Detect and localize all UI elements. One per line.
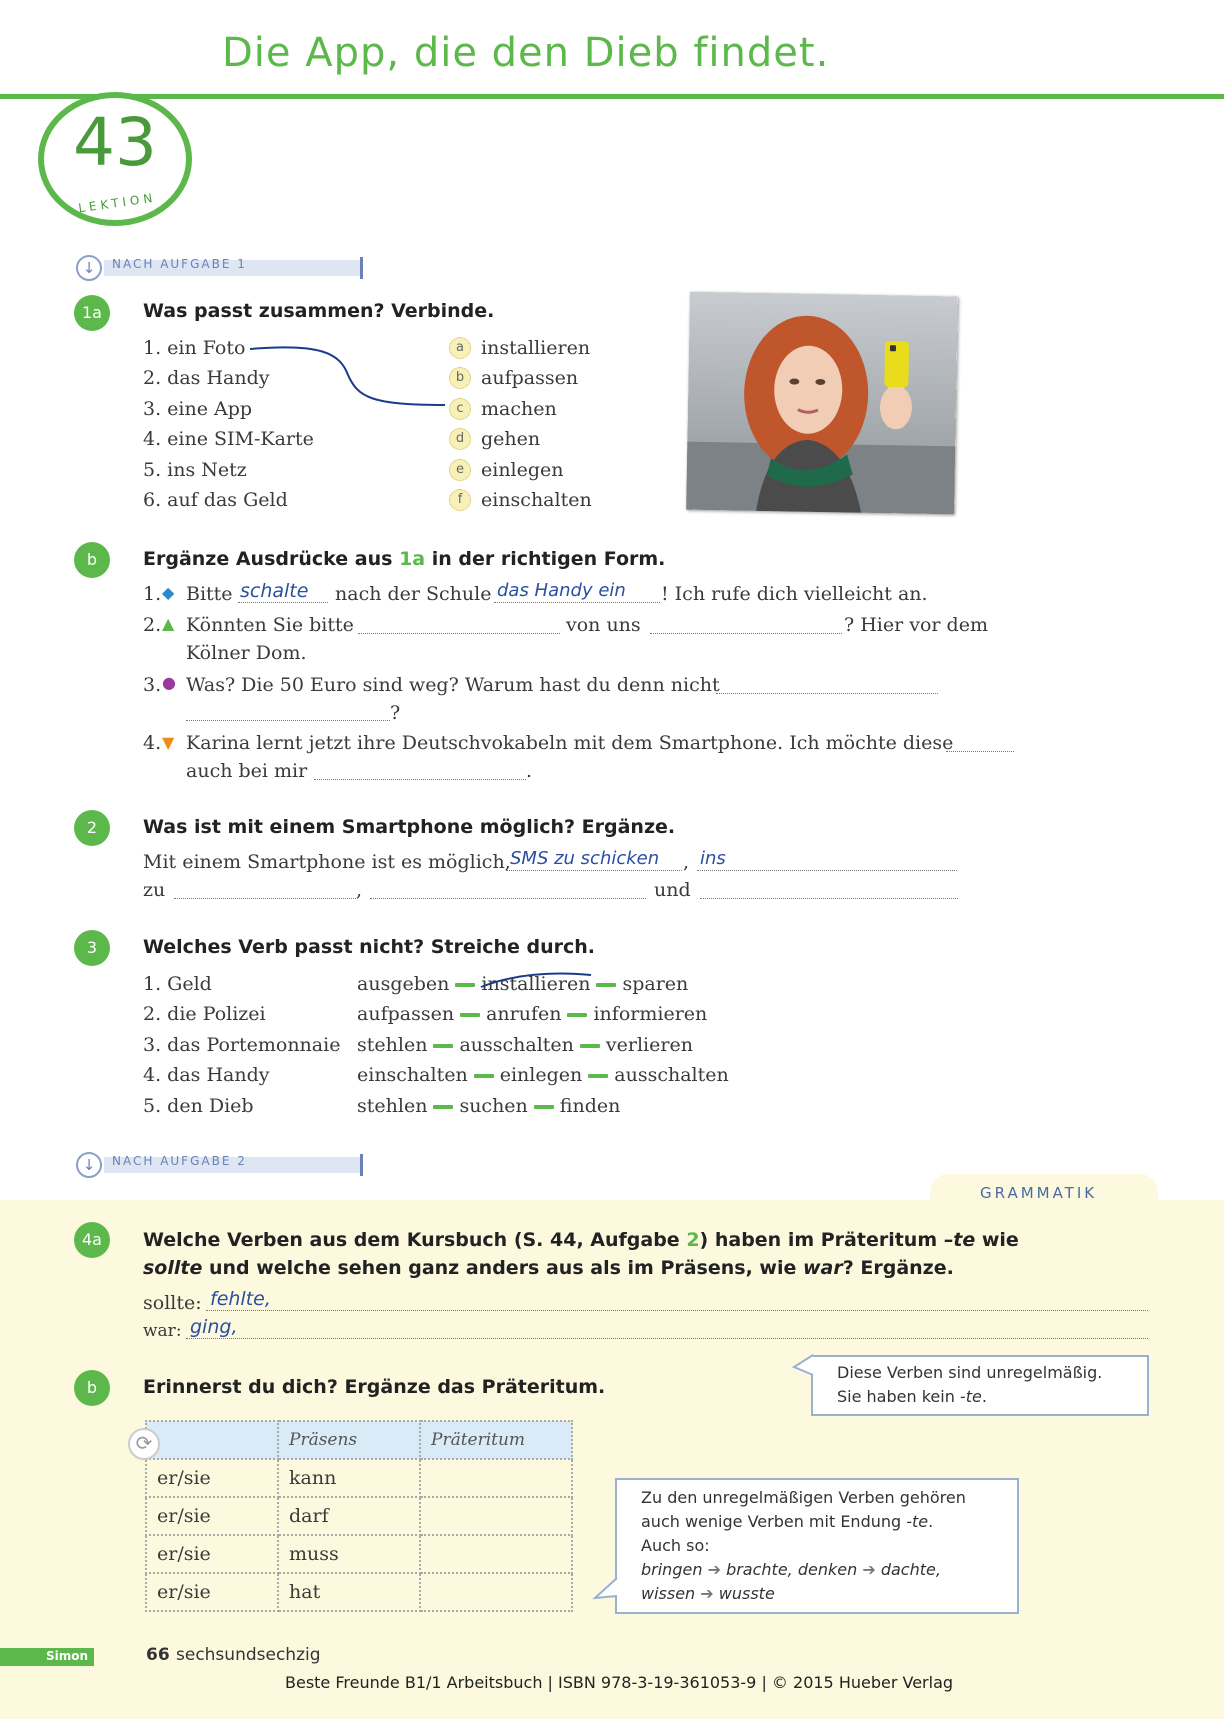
sentence-2-start: Könnten Sie bitte [186, 614, 354, 636]
match-right-e: einlegen [481, 459, 564, 481]
answer-cell[interactable] [420, 1497, 572, 1535]
task-4a-heading-line1: Welche Verben aus dem Kursbuch (S. 44, Aufgabe 2) haben im Präteritum –te wie [143, 1229, 1019, 1251]
header-divider [0, 94, 1224, 99]
sentence-2-end: ? Hier vor dem [844, 614, 988, 636]
info-box-pointer [792, 1351, 816, 1381]
strike-row-4-noun: 4. das Handy [143, 1064, 270, 1086]
arrow-right-icon: ➔ [707, 1560, 721, 1579]
task-2-gap-5 [700, 898, 958, 899]
match-letter-d: d [449, 428, 471, 450]
table-cell: er/sie [146, 1497, 278, 1535]
match-letter-e: e [449, 459, 471, 481]
gap-4-1 [946, 751, 1014, 752]
task-2-answer-2: ins [700, 848, 726, 869]
lesson-number: 43 [73, 104, 157, 181]
gap-1-1 [238, 602, 328, 603]
section-marker-1 [76, 255, 376, 281]
table-cell: darf [278, 1497, 420, 1535]
info-2-line5: wissen ➔ wusste [641, 1584, 775, 1603]
match-right-d: gehen [481, 428, 541, 450]
table-row [146, 1573, 572, 1611]
strike-row-5-verbs: stehlen suchen finden [357, 1095, 621, 1117]
war-answer: ging, [190, 1316, 238, 1338]
sentence-1-middle: nach der Schule [335, 583, 492, 605]
strike-row-3-verbs: stehlen ausschalten verlieren [357, 1034, 693, 1056]
section-marker-end [360, 257, 363, 279]
sentence-3-start: Was? Die 50 Euro sind weg? Warum hast du denn nicht [186, 674, 720, 696]
selfie-photo [686, 292, 958, 515]
answer-cell[interactable] [420, 1535, 572, 1573]
table-header [146, 1421, 278, 1459]
info-box-mixed [615, 1478, 1019, 1614]
refresh-icon: ⟳ [128, 1428, 160, 1460]
diamond-icon: ◆ [162, 583, 175, 602]
war-label: war: [143, 1321, 182, 1341]
strike-row-2-noun: 2. die Polizei [143, 1003, 266, 1025]
gap-4-2 [314, 779, 526, 780]
table-row [146, 1497, 572, 1535]
sollte-label: sollte: [143, 1292, 202, 1314]
task-2-comma-2: , [356, 879, 363, 901]
match-left-6: 6. auf das Geld [143, 489, 288, 511]
task-1a-heading: Was passt zusammen? Verbinde. [143, 300, 495, 322]
page-number: 66 [146, 1645, 170, 1665]
task-4b-heading: Erinnerst du dich? Ergänze das Präteritum. [143, 1376, 606, 1398]
info-2-line4: bringen ➔ brachte, denken ➔ dachte, [641, 1560, 941, 1579]
answer-1-1: schalte [240, 580, 309, 602]
task-2-und: und [654, 879, 691, 901]
info-1-line2: Sie haben kein -te. [837, 1387, 987, 1406]
match-left-3: 3. eine App [143, 398, 253, 420]
page-title: Die App, die den Dieb findet. [222, 30, 830, 76]
task-number-2: 2 [74, 810, 110, 846]
sentence-4-end: . [526, 760, 533, 782]
answer-cell[interactable] [420, 1459, 572, 1497]
strike-row-4-verbs: einschalten einlegen ausschalten [357, 1064, 729, 1086]
arrow-down-icon: ↓ [76, 255, 102, 281]
table-header: Präteritum [420, 1421, 572, 1459]
match-connector-line [240, 335, 460, 415]
table-row [146, 1535, 572, 1573]
match-letter-b: b [449, 367, 471, 389]
task-4a-heading-line2: sollte und welche sehen ganz anders aus als im Präsens, wie war? Ergänze. [143, 1257, 954, 1279]
table-header: Präsens [278, 1421, 420, 1459]
gap-3-1 [716, 693, 938, 694]
gap-2-2 [650, 633, 842, 634]
table-cell: kann [278, 1459, 420, 1497]
struck-verb: installieren [481, 973, 591, 995]
sollte-answer: fehlte, [210, 1288, 271, 1310]
match-letter-f: f [449, 489, 471, 511]
task-2-gap-1 [506, 870, 682, 871]
table-cell: er/sie [146, 1535, 278, 1573]
table-header-row [146, 1421, 572, 1459]
match-right-b: aufpassen [481, 367, 579, 389]
table-cell: er/sie [146, 1573, 278, 1611]
page-number-word: sechsundsechzig [176, 1645, 321, 1665]
info-1-line1: Diese Verben sind unregelmäßig. [837, 1363, 1103, 1382]
strike-row-3-noun: 3. das Portemonnaie [143, 1034, 341, 1056]
task-number-4a: 4a [74, 1222, 110, 1258]
sentence-1-start: Bitte [186, 583, 233, 605]
sentence-2-middle: von uns [566, 614, 641, 636]
task-2-answer-1: SMS zu schicken [510, 848, 660, 869]
book-info: Beste Freunde B1/1 Arbeitsbuch | ISBN 978-3-19-361053-9 | © 2015 Hueber Verlag [285, 1673, 954, 1692]
task-number-1a: 1a [74, 295, 110, 331]
arrow-down-icon: ↓ [76, 1152, 102, 1178]
task-2-heading: Was ist mit einem Smartphone möglich? Ergänze. [143, 816, 676, 838]
task-2-gap-3 [174, 898, 356, 899]
match-left-1: 1. ein Foto [143, 337, 246, 359]
section-marker-text: NACH AUFGABE 2 [112, 1154, 247, 1168]
task-2-gap-2 [697, 870, 957, 871]
section-marker-end [360, 1154, 363, 1176]
praeteritum-table [145, 1420, 573, 1612]
sentence-2-cont: Kölner Dom. [186, 642, 307, 664]
arrow-right-icon: ➔ [862, 1560, 876, 1579]
match-letter-c: c [449, 398, 471, 420]
sentence-4-number: 4. [143, 732, 162, 754]
sentence-3-end: ? [390, 702, 401, 724]
sollte-gap [206, 1310, 1148, 1311]
triangle-icon: ▲ [162, 614, 175, 633]
gap-2-1 [358, 633, 560, 634]
arrow-right-icon: ➔ [700, 1584, 714, 1603]
sentence-2-number: 2. [143, 614, 162, 636]
section-marker-2 [76, 1152, 376, 1178]
table-row [146, 1459, 572, 1497]
match-left-2: 2. das Handy [143, 367, 270, 389]
task-3-heading: Welches Verb passt nicht? Streiche durch. [143, 936, 596, 958]
info-2-line3: Auch so: [641, 1536, 710, 1555]
gap-3-2 [186, 720, 390, 721]
war-gap [186, 1338, 1148, 1339]
answer-cell[interactable] [420, 1573, 572, 1611]
table-cell: muss [278, 1535, 420, 1573]
table-cell: er/sie [146, 1459, 278, 1497]
circle-icon: ● [162, 673, 176, 692]
triangle-down-icon: ▼ [162, 733, 175, 752]
task-2-comma-1: , [683, 851, 690, 873]
task-number-3: 3 [74, 930, 110, 966]
match-right-a: installieren [481, 337, 591, 359]
table-cell: hat [278, 1573, 420, 1611]
match-left-5: 5. ins Netz [143, 459, 247, 481]
section-marker-text: NACH AUFGABE 1 [112, 257, 247, 271]
task-2-gap-4 [370, 898, 646, 899]
strike-row-1-noun: 1. Geld [143, 973, 212, 995]
match-right-f: einschalten [481, 489, 592, 511]
praeteritum-table-wrap [145, 1420, 573, 1612]
task-number-1b: b [74, 542, 110, 578]
match-right-c: machen [481, 398, 557, 420]
lesson-word: LEKTION [77, 190, 158, 216]
sentence-3-number: 3. [143, 674, 162, 696]
task-number-4b: b [74, 1370, 110, 1406]
gap-1-2 [494, 602, 660, 603]
lesson-badge [38, 92, 192, 226]
info-2-line1: Zu den unregelmäßigen Verben gehören [641, 1488, 966, 1507]
sentence-4-cont: auch bei mir [186, 760, 308, 782]
strike-row-5-noun: 5. den Dieb [143, 1095, 254, 1117]
task-2-sentence: Mit einem Smartphone ist es möglich, [143, 851, 511, 873]
info-box-2-pointer [592, 1574, 620, 1606]
grammar-label: GRAMMATIK [980, 1184, 1098, 1202]
task-2-zu: zu [143, 879, 166, 901]
footer-name: Simon [46, 1649, 89, 1663]
strike-row-1-verbs: ausgeben installieren sparen [357, 973, 689, 995]
sentence-1-number: 1. [143, 583, 162, 605]
answer-1-2: das Handy ein [497, 580, 626, 601]
task-1b-heading: Ergänze Ausdrücke aus 1a in der richtigen Form. [143, 548, 666, 570]
sentence-1-end: ! Ich rufe dich vielleicht an. [661, 583, 928, 605]
strike-row-2-verbs: aufpassen anrufen informieren [357, 1003, 708, 1025]
match-letter-a: a [449, 337, 471, 359]
info-2-line2: auch wenige Verben mit Endung -te. [641, 1512, 934, 1531]
match-left-4: 4. eine SIM-Karte [143, 428, 314, 450]
info-box-irregular [811, 1355, 1149, 1416]
selfie-illustration [686, 292, 958, 515]
sentence-4-start: Karina lernt jetzt ihre Deutschvokabeln mit dem Smartphone. Ich möchte diese [186, 732, 954, 754]
